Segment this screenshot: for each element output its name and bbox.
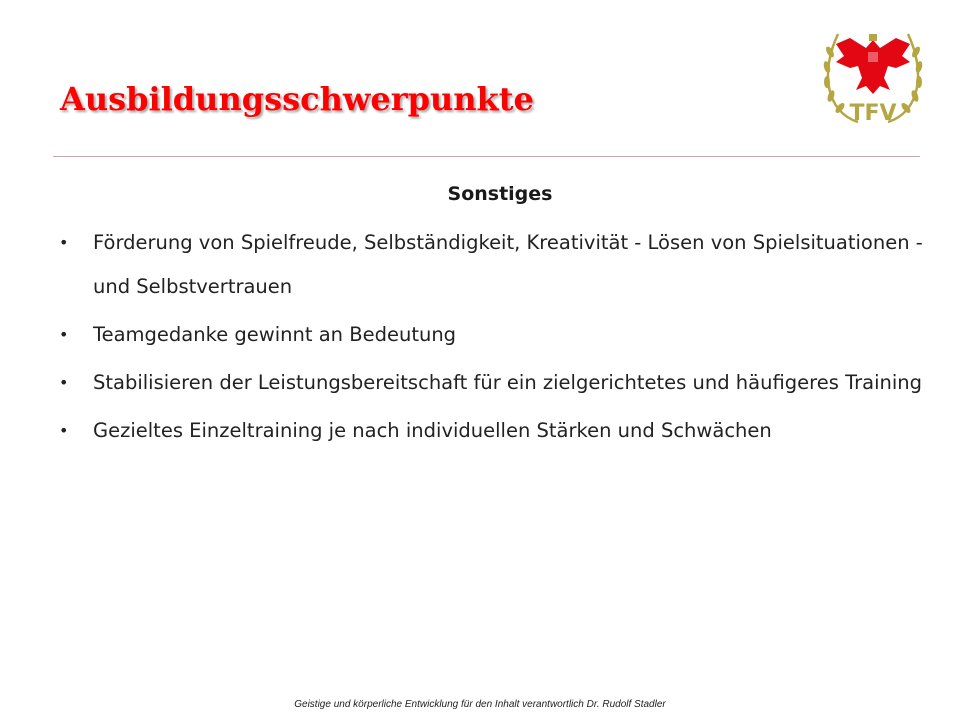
bullet-icon: •: [59, 373, 69, 392]
slide-footer: Geistige und körperliche Entwicklung für den Inhalt verantwortlich Dr. Rudolf Stadler: [294, 699, 666, 710]
section-subheading: Sonstiges: [447, 183, 553, 205]
slide-title: Ausbildungsschwerpunkte: [60, 80, 534, 118]
bullet-list: [55, 221, 925, 453]
bullet-item: [55, 313, 925, 357]
bullet-text: Stabilisieren der Leistungsbereitschaft für ein zielgerichtetes und häufigeres Training: [93, 371, 923, 394]
bullet-text: Gezieltes Einzeltraining je nach individuellen Stärken und Schwächen: [93, 419, 772, 442]
slide-content: [55, 183, 925, 457]
bullet-icon: •: [59, 233, 69, 252]
bullet-item: [55, 221, 925, 309]
title-divider: [53, 156, 920, 157]
bullet-item: [55, 409, 925, 453]
bullet-icon: •: [59, 421, 69, 440]
bullet-icon: •: [59, 325, 69, 344]
bullet-text: Förderung von Spielfreude, Selbständigkeit, Kreativität - Lösen von Spielsituationen - und Selbstvertrauen: [93, 231, 923, 298]
bullet-item: [55, 361, 925, 405]
logo-text: TFV: [849, 101, 897, 126]
bullet-text: Teamgedanke gewinnt an Bedeutung: [93, 323, 457, 346]
eagle-icon: [836, 34, 910, 94]
tfv-logo: [818, 22, 928, 132]
